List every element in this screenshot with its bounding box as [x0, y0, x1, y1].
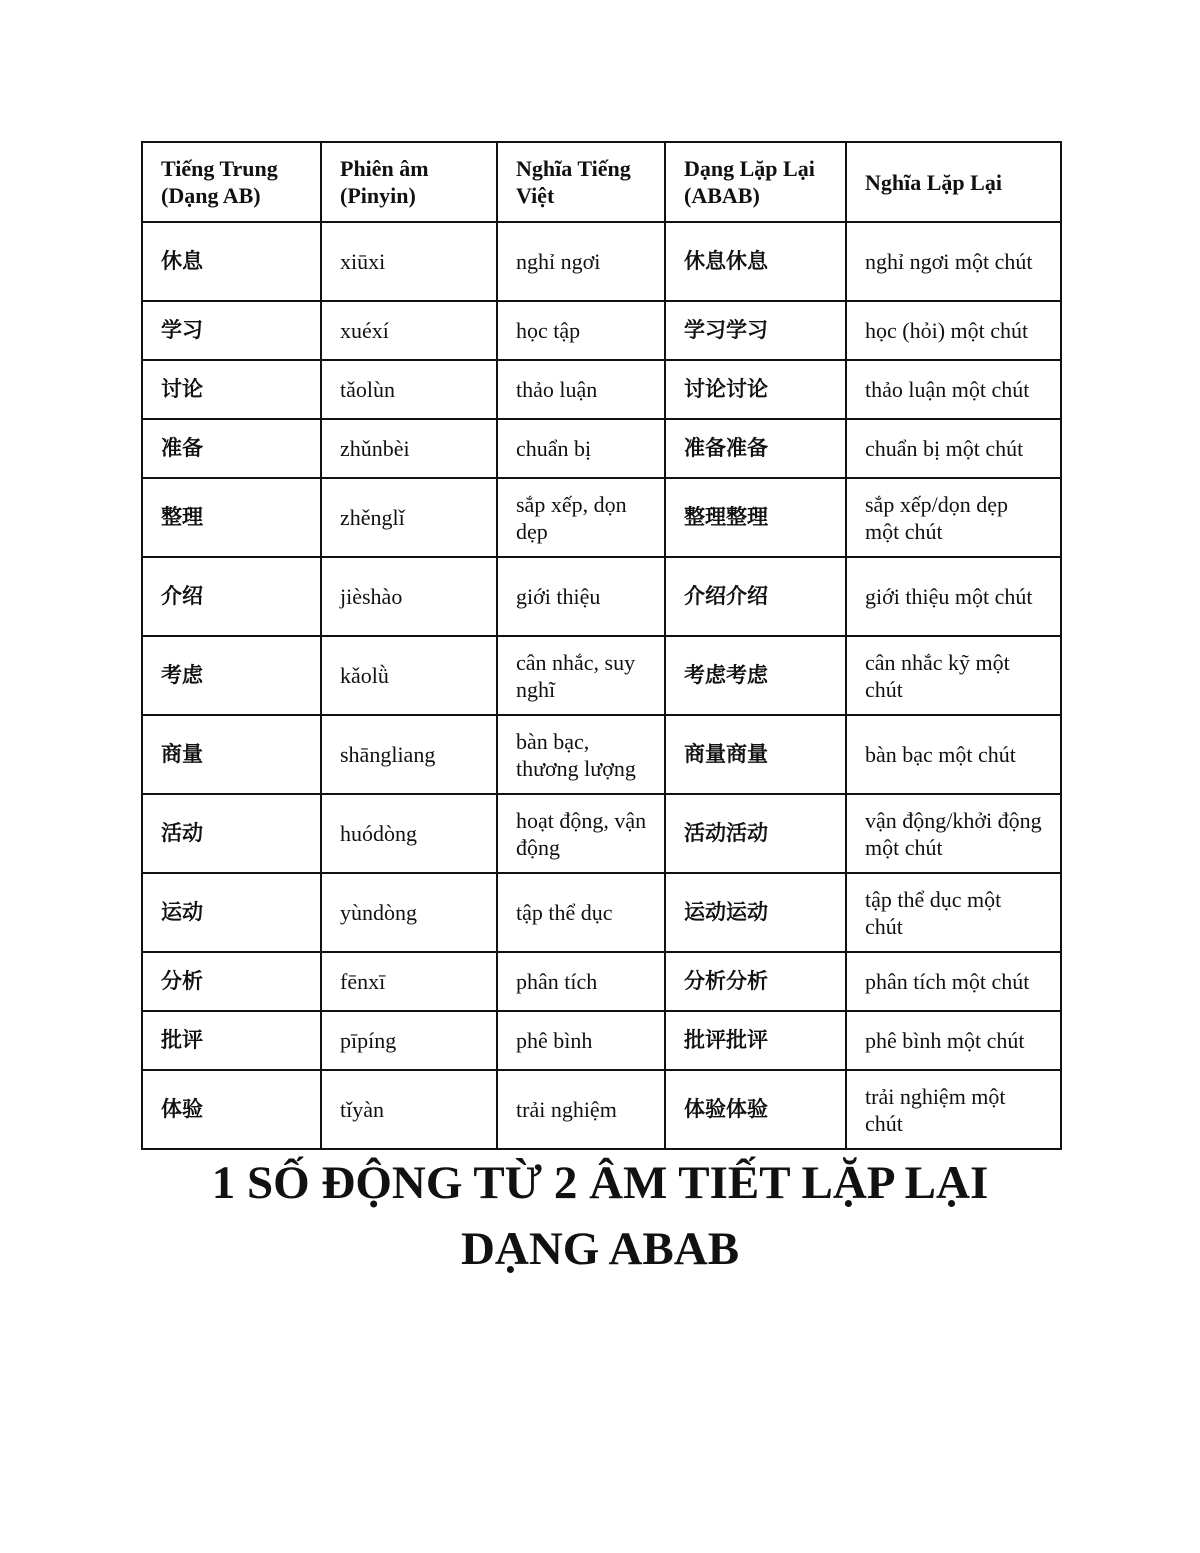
cell-abab-form: 准备准备 [665, 419, 846, 478]
cell-pinyin: pīpíng [321, 1011, 497, 1070]
cell-vietnamese-meaning: phê bình [497, 1011, 665, 1070]
page-title-line-1: 1 SỐ ĐỘNG TỪ 2 ÂM TIẾT LẶP LẠI [211, 1157, 989, 1209]
cell-chinese-ab: 商量 [142, 715, 321, 794]
cell-repeated-meaning: tập thể dục một chút [846, 873, 1061, 952]
cell-abab-form: 运动运动 [665, 873, 846, 952]
table-row [142, 1070, 1061, 1149]
cell-abab-form: 整理整理 [665, 478, 846, 557]
table-row [142, 715, 1061, 794]
cell-chinese-ab: 休息 [142, 222, 321, 301]
cell-repeated-meaning: giới thiệu một chút [846, 557, 1061, 636]
table-row [142, 301, 1061, 360]
cell-chinese-ab: 运动 [142, 873, 321, 952]
cell-pinyin: zhěnglǐ [321, 478, 497, 557]
cell-repeated-meaning: chuẩn bị một chút [846, 419, 1061, 478]
cell-repeated-meaning: cân nhắc kỹ một chút [846, 636, 1061, 715]
header-chinese-ab: Tiếng Trung (Dạng AB) [142, 142, 321, 222]
cell-chinese-ab: 整理 [142, 478, 321, 557]
cell-vietnamese-meaning: chuẩn bị [497, 419, 665, 478]
cell-pinyin: tǐyàn [321, 1070, 497, 1149]
cell-chinese-ab: 考虑 [142, 636, 321, 715]
cell-chinese-ab: 体验 [142, 1070, 321, 1149]
cell-vietnamese-meaning: học tập [497, 301, 665, 360]
cell-chinese-ab: 分析 [142, 952, 321, 1011]
table-row [142, 419, 1061, 478]
header-abab-form: Dạng Lặp Lại (ABAB) [665, 142, 846, 222]
cell-vietnamese-meaning: cân nhắc, suy nghĩ [497, 636, 665, 715]
cell-abab-form: 学习学习 [665, 301, 846, 360]
page-title-line-2: DẠNG ABAB [460, 1223, 740, 1275]
cell-pinyin: yùndòng [321, 873, 497, 952]
cell-chinese-ab: 讨论 [142, 360, 321, 419]
cell-repeated-meaning: bàn bạc một chút [846, 715, 1061, 794]
cell-pinyin: xiūxi [321, 222, 497, 301]
cell-pinyin: huódòng [321, 794, 497, 873]
table-body [142, 222, 1061, 1149]
cell-abab-form: 体验体验 [665, 1070, 846, 1149]
cell-vietnamese-meaning: nghỉ ngơi [497, 222, 665, 301]
cell-repeated-meaning: trải nghiệm một chút [846, 1070, 1061, 1149]
table-row [142, 794, 1061, 873]
cell-vietnamese-meaning: bàn bạc, thương lượng [497, 715, 665, 794]
cell-vietnamese-meaning: hoạt động, vận động [497, 794, 665, 873]
cell-chinese-ab: 介绍 [142, 557, 321, 636]
cell-pinyin: fēnxī [321, 952, 497, 1011]
cell-vietnamese-meaning: sắp xếp, dọn dẹp [497, 478, 665, 557]
cell-pinyin: tǎolùn [321, 360, 497, 419]
cell-vietnamese-meaning: giới thiệu [497, 557, 665, 636]
table-row [142, 222, 1061, 301]
cell-repeated-meaning: thảo luận một chút [846, 360, 1061, 419]
table-row [142, 557, 1061, 636]
table-row [142, 636, 1061, 715]
table-row [142, 952, 1061, 1011]
cell-abab-form: 商量商量 [665, 715, 846, 794]
cell-pinyin: shāngliang [321, 715, 497, 794]
cell-chinese-ab: 学习 [142, 301, 321, 360]
cell-repeated-meaning: phân tích một chút [846, 952, 1061, 1011]
cell-pinyin: kǎolǜ [321, 636, 497, 715]
cell-vietnamese-meaning: phân tích [497, 952, 665, 1011]
header-repeated-meaning: Nghĩa Lặp Lại [846, 142, 1061, 222]
cell-abab-form: 介绍介绍 [665, 557, 846, 636]
cell-abab-form: 讨论讨论 [665, 360, 846, 419]
cell-abab-form: 批评批评 [665, 1011, 846, 1070]
cell-chinese-ab: 活动 [142, 794, 321, 873]
table-row [142, 873, 1061, 952]
verb-repetition-table [141, 141, 1062, 1150]
header-pinyin: Phiên âm (Pinyin) [321, 142, 497, 222]
table-row [142, 1011, 1061, 1070]
cell-repeated-meaning: nghỉ ngơi một chút [846, 222, 1061, 301]
table-row [142, 360, 1061, 419]
cell-vietnamese-meaning: trải nghiệm [497, 1070, 665, 1149]
cell-repeated-meaning: sắp xếp/dọn dẹp một chút [846, 478, 1061, 557]
cell-abab-form: 休息休息 [665, 222, 846, 301]
page-title [0, 1150, 1200, 1282]
cell-pinyin: zhǔnbèi [321, 419, 497, 478]
cell-abab-form: 活动活动 [665, 794, 846, 873]
table-header-row [142, 142, 1061, 222]
cell-repeated-meaning: vận động/khởi động một chút [846, 794, 1061, 873]
cell-chinese-ab: 准备 [142, 419, 321, 478]
cell-vietnamese-meaning: thảo luận [497, 360, 665, 419]
table-row [142, 478, 1061, 557]
cell-repeated-meaning: phê bình một chút [846, 1011, 1061, 1070]
cell-chinese-ab: 批评 [142, 1011, 321, 1070]
cell-abab-form: 考虑考虑 [665, 636, 846, 715]
cell-abab-form: 分析分析 [665, 952, 846, 1011]
cell-vietnamese-meaning: tập thể dục [497, 873, 665, 952]
cell-pinyin: jièshào [321, 557, 497, 636]
cell-pinyin: xuéxí [321, 301, 497, 360]
header-vietnamese-meaning: Nghĩa Tiếng Việt [497, 142, 665, 222]
cell-repeated-meaning: học (hỏi) một chút [846, 301, 1061, 360]
